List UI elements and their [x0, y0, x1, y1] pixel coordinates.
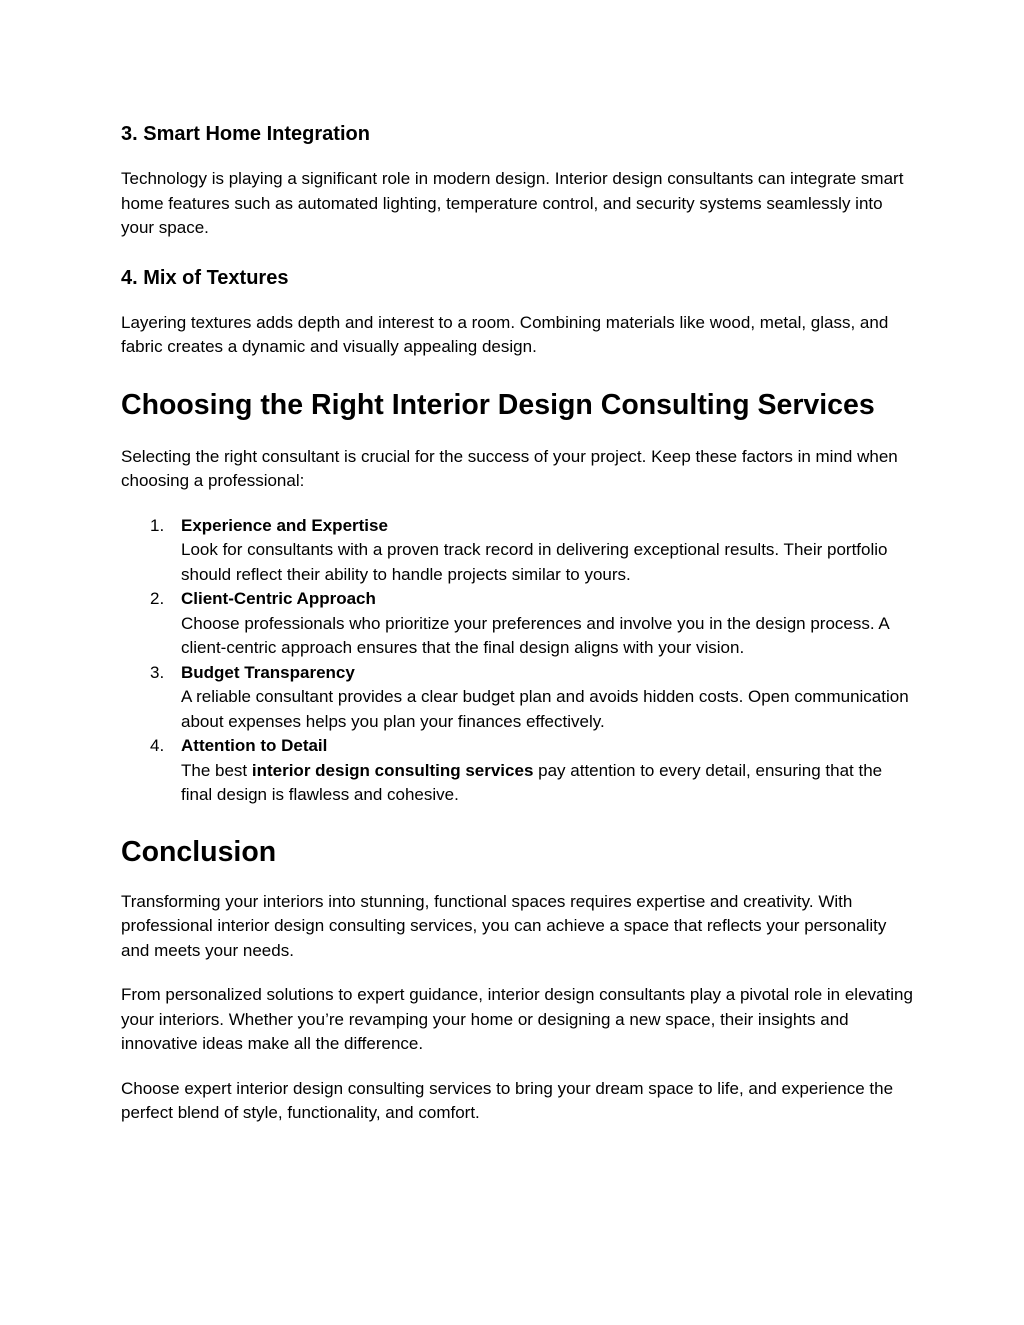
factors-list [121, 514, 914, 808]
description-text-after: pay attention to every detail, ensuring that the final design is flawless and cohesive. [181, 760, 883, 804]
list-item-number: 4. [150, 736, 165, 755]
list-item-title: Attention to Detail [181, 736, 328, 755]
paragraph-conclusion-3: Choose expert interior design consulting services to bring your dream space to life, and experience the perfect blend of style, functionality, and comfort. [121, 1078, 894, 1122]
heading-mix-of-textures: 4. Mix of Textures [121, 266, 289, 289]
list-item [121, 587, 914, 661]
paragraph-conclusion-2: From personalized solutions to expert guidance, interior design consultants play a pivotal role in elevating your interiors. Whether you’re revamping your home or designing a new space, their insights and innovative ideas make all the difference. [121, 985, 913, 1053]
list-item [121, 661, 914, 735]
description-text-before: The best [181, 760, 252, 780]
list-item-title: Client-Centric Approach [181, 589, 376, 608]
list-item-number: 2. [150, 589, 165, 608]
list-item-title: Budget Transparency [181, 662, 355, 682]
paragraph-choosing-intro: Selecting the right consultant is crucial for the success of your project. Keep these factors in mind when choosing a professional: [121, 446, 898, 490]
list-item-title: Experience and Expertise [181, 515, 388, 535]
paragraph-textures: Layering textures adds depth and interest to a room. Combining materials like wood, metal, glass, and fabric creates a dynamic and visually appealing design. [121, 312, 889, 356]
paragraph-conclusion-1: Transforming your interiors into stunning, functional spaces requires expertise and creativity. With professional interior design consulting services, you can achieve a space that reflects your personality and meets your needs. [121, 891, 887, 960]
list-item [121, 514, 914, 588]
heading-choosing-services: Choosing the Right Interior Design Consulting Services [121, 388, 875, 421]
list-item-number: 1. [150, 515, 165, 535]
list-item-number: 3. [150, 662, 165, 682]
list-item [121, 734, 914, 808]
list-item-description: Look for consultants with a proven track record in delivering exceptional results. Their portfolio should reflect their ability to handle projects similar to yours. [181, 540, 888, 584]
list-item-description [181, 759, 914, 808]
list-item-description: Choose professionals who prioritize your preferences and involve you in the design process. A client-centric approach ensures that the final design aligns with your vision. [181, 613, 889, 657]
heading-smart-home-integration: 3. Smart Home Integration [121, 123, 370, 145]
paragraph-smart-home: Technology is playing a significant role in modern design. Interior design consultants can integrate smart home features such as automated lighting, temperature control, and security systems seamlessly into your space. [121, 169, 904, 237]
heading-conclusion: Conclusion [121, 835, 277, 868]
bold-keyword: interior design consulting services [251, 760, 534, 780]
list-item-description: A reliable consultant provides a clear budget plan and avoids hidden costs. Open communication about expenses helps you plan your finances effectively. [181, 687, 909, 731]
